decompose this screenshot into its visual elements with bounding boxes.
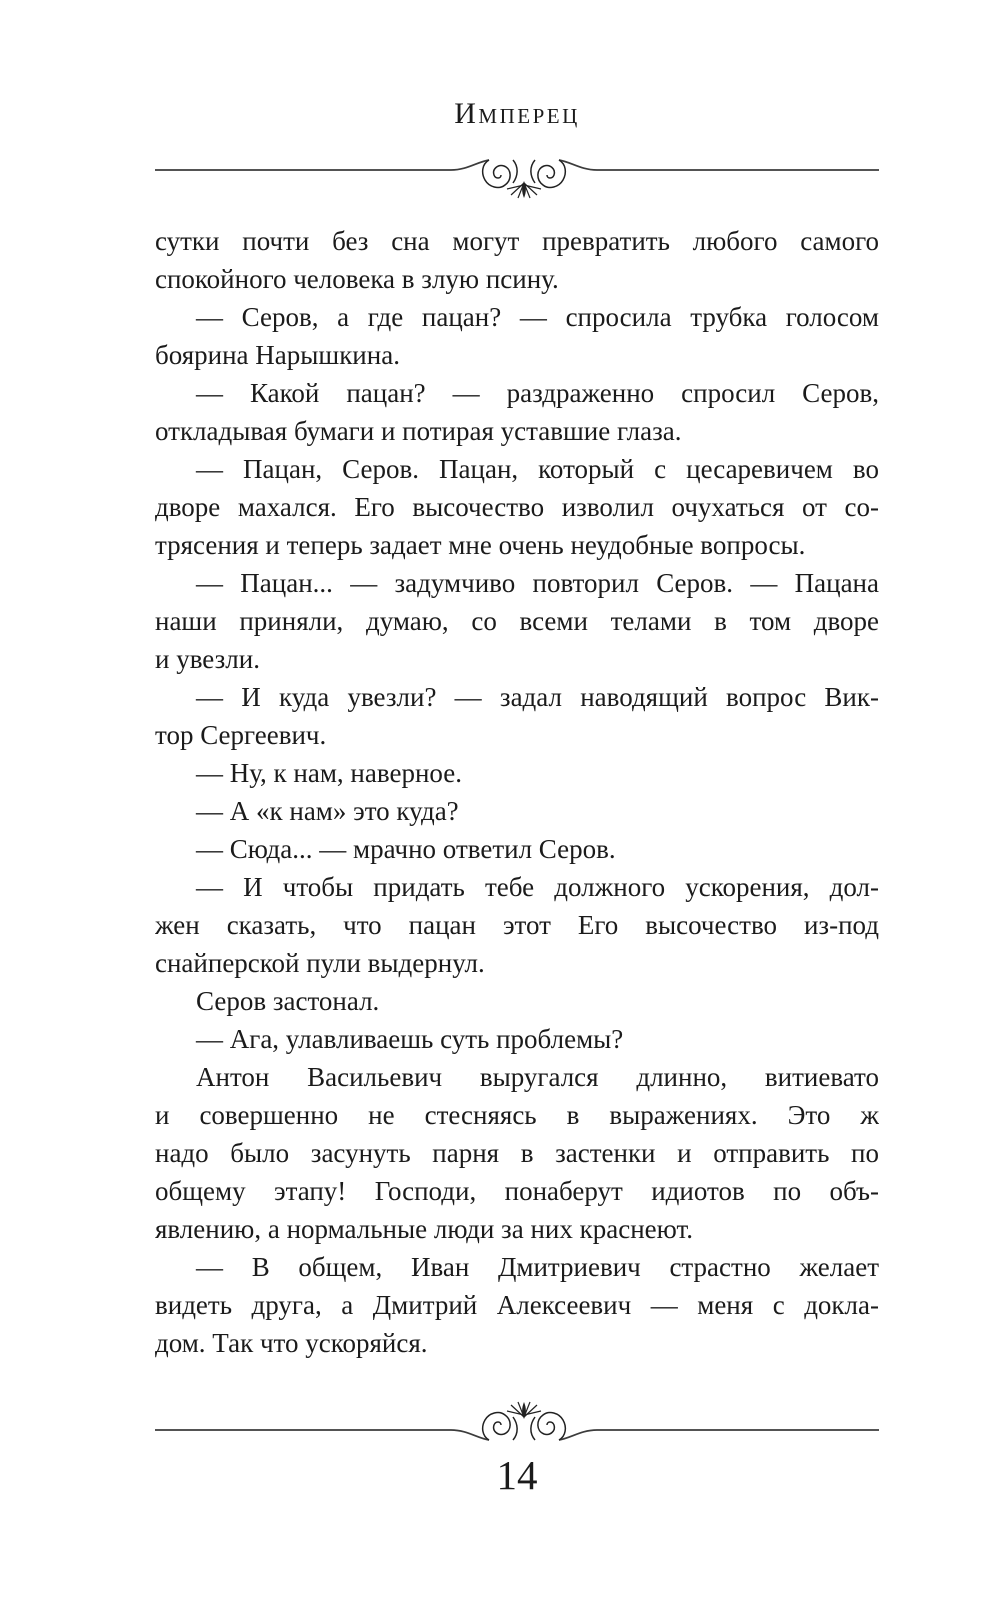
text-line: — И куда увезли? — задал наводящий вопрос Вик- <box>196 682 879 712</box>
text-line: видеть друга, а Дмитрий Алексеевич — меня с докла- <box>155 1290 879 1320</box>
text-line: и совершенно не стесняясь в выражениях. Это ж <box>155 1100 879 1130</box>
text-line: — Серов, а где пацан? — спросила трубка голосом <box>196 302 879 332</box>
flourish-ornament-icon <box>155 1400 879 1446</box>
flourish-ornament-icon <box>155 154 879 200</box>
text-line: явлению, а нормальные люди за них краснеют. <box>155 1214 693 1244</box>
text-line: — А «к нам» это куда? <box>196 796 459 826</box>
text-line: и увезли. <box>155 644 260 674</box>
text-line: жен сказать, что пацан этот Его высочество из-под <box>155 910 879 940</box>
text-line: сутки почти без сна могут превратить любого самого <box>155 226 879 256</box>
page-number: 14 <box>496 1452 538 1498</box>
text-line: — Ну, к нам, наверное. <box>196 758 462 788</box>
text-line: — Пацан, Серов. Пацан, который с цесаревичем во <box>196 454 879 484</box>
text-line: — Какой пацан? — раздраженно спросил Серов, <box>196 378 879 408</box>
text-line: дом. Так что ускоряйся. <box>155 1328 428 1358</box>
text-line: спокойного человека в злую псину. <box>155 264 559 294</box>
text-line: наши приняли, думаю, со всеми телами в том дворе <box>155 606 879 636</box>
text-line: — Пацан... — задумчиво повторил Серов. — Пацана <box>196 568 879 598</box>
text-line: — В общем, Иван Дмитриевич страстно желает <box>196 1252 879 1282</box>
text-line: тор Сергеевич. <box>155 720 327 750</box>
text-line: снайперской пули выдернул. <box>155 948 485 978</box>
text-line: — Сюда... — мрачно ответил Серов. <box>196 834 616 864</box>
text-line: общему этапу! Господи, понаберут идиотов по объ- <box>155 1176 879 1206</box>
text-line: надо было засунуть парня в застенки и отправить по <box>155 1138 879 1168</box>
text-line: Антон Васильевич выругался длинно, витиевато <box>196 1062 879 1092</box>
header-ornament-divider <box>155 154 879 200</box>
text-line: трясения и теперь задает мне очень неудобные вопросы. <box>155 530 806 560</box>
text-line: дворе махался. Его высочество изволил очухаться от со- <box>155 492 879 522</box>
text-block <box>155 222 879 1362</box>
text-line: боярина Нарышкина. <box>155 340 400 370</box>
running-title: Имперец <box>454 97 580 130</box>
footer-ornament-divider <box>155 1400 879 1446</box>
text-line: Серов застонал. <box>196 986 380 1016</box>
text-line: — И чтобы придать тебе должного ускорения, дол- <box>196 872 879 902</box>
text-line: — Ага, улавливаешь суть проблемы? <box>196 1024 624 1054</box>
text-line: откладывая бумаги и потирая уставшие глаза. <box>155 416 682 446</box>
